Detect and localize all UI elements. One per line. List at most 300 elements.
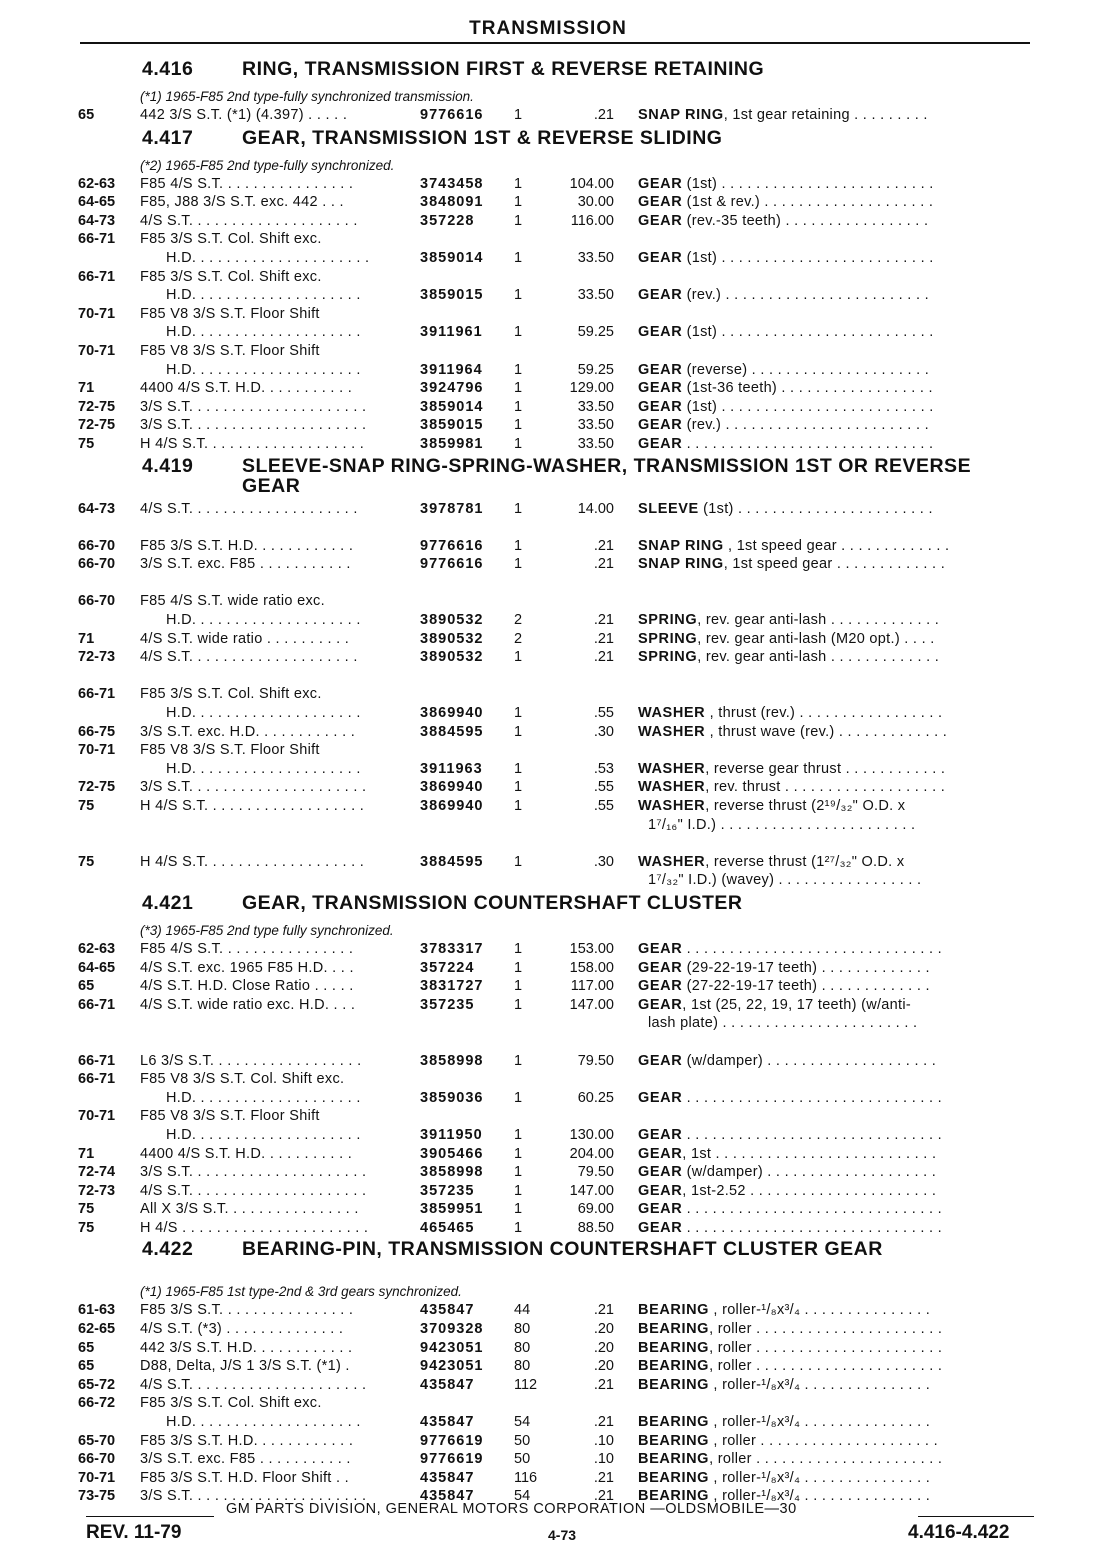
model-years: 66-70: [78, 593, 116, 610]
part-number: 435847: [420, 1469, 475, 1486]
description: [614, 1413, 998, 1432]
part-detail: (1st-36 teeth) . . . . . . . . . . . . . . . . . .: [682, 380, 933, 397]
application: 4/S S.T. . . . . . . . . . . . . . . . . . . . .: [140, 1182, 367, 1199]
table-row: [78, 1357, 1038, 1376]
table-row: [78, 537, 1038, 556]
quantity: 1: [514, 959, 523, 976]
part-number: 3859015: [420, 287, 484, 304]
application: F85 V8 3/S S.T. Floor Shift: [140, 342, 320, 359]
model-years: 61-63: [78, 1302, 116, 1319]
quantity: [508, 685, 544, 704]
footnote: (*3) 1965-F85 2nd type fully synchronized.: [140, 922, 394, 938]
part-detail: . . . . . . . . . . . . . . . . . . . . . . . . . . . . . .: [682, 1201, 943, 1218]
part-name: GEAR: [638, 940, 683, 957]
part-number: 3911950: [420, 1126, 483, 1143]
table-row: [78, 704, 1038, 723]
application: 3/S S.T. . . . . . . . . . . . . . . . . . . . .: [140, 1164, 367, 1181]
quantity: 80: [514, 1339, 531, 1356]
quantity: [508, 1107, 544, 1126]
quantity: 1: [514, 1145, 523, 1162]
part-number: [420, 268, 508, 287]
application: 3/S S.T. exc. H.D. . . . . . . . . . . .: [140, 723, 356, 740]
part-detail: , roller-¹/₈x³/₄ . . . . . . . . . . . . . . .: [709, 1488, 931, 1505]
part-number: 3924796: [420, 380, 484, 397]
table-row: [78, 630, 1038, 649]
part-number: 3911961: [420, 324, 483, 341]
part-name: BEARING: [638, 1414, 710, 1431]
part-number: [420, 741, 508, 760]
quantity: [508, 741, 544, 760]
table-row: [78, 1070, 1038, 1089]
application: H 4/S S.T. . . . . . . . . . . . . . . . . . .: [140, 853, 365, 870]
application: 4/S S.T. . . . . . . . . . . . . . . . . . . . .: [140, 1376, 367, 1393]
part-name: SPRING: [638, 630, 698, 647]
section-number: 4.419: [142, 454, 194, 477]
model-years: 65: [78, 978, 95, 995]
description: [614, 648, 998, 667]
description: [614, 500, 998, 519]
quantity: [508, 230, 544, 249]
price: 30.00: [577, 194, 614, 211]
part-name: GEAR: [638, 361, 683, 378]
table-row: [78, 323, 1038, 342]
model-years: 72-75: [78, 417, 116, 434]
price: .10: [593, 1451, 614, 1468]
application: 4/S S.T. . . . . . . . . . . . . . . . . . . .: [140, 212, 358, 229]
part-name: SPRING: [638, 612, 698, 629]
quantity: 1: [514, 978, 523, 995]
part-name: SNAP RING: [638, 107, 724, 123]
part-number: 357224: [420, 959, 475, 976]
table-row: [78, 723, 1038, 742]
description: [614, 1163, 998, 1182]
part-number: 3911963: [420, 760, 483, 777]
model-years: 70-71: [78, 1469, 116, 1486]
part-name: GEAR: [638, 1126, 683, 1143]
part-number: 3859014: [420, 398, 484, 415]
price: 33.50: [577, 417, 614, 434]
model-years: [78, 286, 140, 305]
description: [614, 685, 998, 704]
model-years: 62-63: [78, 940, 116, 957]
part-number: 357235: [420, 996, 475, 1013]
description: [614, 435, 998, 454]
part-name: BEARING: [638, 1488, 710, 1505]
part-number: [420, 342, 508, 361]
price: .30: [593, 723, 614, 740]
table-row-continuation: [78, 871, 1038, 890]
table-row: [78, 741, 1038, 760]
part-detail: , roller . . . . . . . . . . . . . . . . . . . . . .: [709, 1451, 943, 1468]
part-number: 9776619: [420, 1451, 484, 1468]
quantity: [508, 268, 544, 287]
model-years: 66-71: [78, 268, 116, 285]
model-years: [78, 1126, 140, 1145]
price: .21: [593, 1469, 614, 1486]
description: [614, 1219, 998, 1238]
part-detail: , roller-¹/₈x³/₄ . . . . . . . . . . . . . . .: [709, 1414, 931, 1431]
table-row: [78, 1394, 1038, 1413]
quantity: 80: [514, 1358, 531, 1375]
part-name: SNAP RING: [638, 556, 724, 573]
application: H 4/S . . . . . . . . . . . . . . . . . . . . . .: [140, 1219, 369, 1236]
table-row: [78, 555, 1038, 574]
application: F85 3/S S.T. Col. Shift exc.: [140, 231, 322, 248]
quantity: 80: [514, 1321, 531, 1338]
section-title: RING, TRANSMISSION FIRST & REVERSE RETAINING: [242, 58, 765, 80]
part-number: [420, 1107, 508, 1126]
application: L6 3/S S.T. . . . . . . . . . . . . . . . . .: [140, 1052, 362, 1069]
part-detail: (w/damper) . . . . . . . . . . . . . . . . . . . .: [682, 1164, 937, 1181]
model-years: 65: [78, 107, 95, 123]
part-number: 435847: [420, 1488, 475, 1505]
application: F85, J88 3/S S.T. exc. 442 . . .: [140, 194, 344, 211]
part-detail: , reverse gear thrust . . . . . . . . . . . .: [705, 760, 946, 777]
model-years: 72-75: [78, 779, 116, 796]
part-name: WASHER: [638, 798, 706, 814]
quantity: 1: [514, 212, 523, 229]
application: F85 V8 3/S S.T. Col. Shift exc.: [140, 1071, 345, 1088]
part-number: 9423051: [420, 1339, 484, 1356]
footer-rule-right: [918, 1516, 1034, 1517]
application: H.D. . . . . . . . . . . . . . . . . . . .: [140, 760, 361, 777]
part-detail: , roller-¹/₈x³/₄ . . . . . . . . . . . . . . .: [709, 1469, 931, 1486]
part-detail: . . . . . . . . . . . . . . . . . . . . . . . . . . . . . .: [682, 1126, 943, 1143]
table-row: [78, 361, 1038, 380]
application: 4/S S.T. H.D. Close Ratio . . . . .: [140, 978, 354, 995]
quantity: [508, 305, 544, 324]
application: F85 3/S S.T. H.D. Floor Shift . .: [140, 1469, 349, 1486]
description: [614, 741, 998, 760]
application: 3/S S.T. . . . . . . . . . . . . . . . . . . . .: [140, 779, 367, 796]
part-number: 435847: [420, 1414, 475, 1431]
model-years: 75: [78, 1201, 95, 1218]
price: [544, 592, 614, 611]
description: [614, 1450, 998, 1469]
price: .21: [593, 107, 614, 123]
part-detail: , reverse thrust (1²⁷/₃₂" O.D. x: [705, 853, 905, 870]
description: [614, 723, 998, 742]
description: [614, 1357, 998, 1376]
parts-catalog-body: [78, 56, 1038, 1506]
model-years: [78, 249, 140, 268]
part-name: BEARING: [638, 1469, 710, 1486]
quantity: 1: [514, 760, 523, 777]
quantity: 50: [514, 1432, 531, 1449]
model-years: 65: [78, 1358, 95, 1375]
description: [614, 1070, 998, 1089]
part-name: GEAR: [638, 1182, 683, 1199]
quantity: 2: [514, 630, 523, 647]
part-name: BEARING: [638, 1432, 710, 1449]
quantity: 1: [514, 798, 523, 814]
model-years: 62-65: [78, 1321, 116, 1338]
description: [614, 230, 998, 249]
section-heading: [78, 890, 1038, 922]
table-row: [78, 1200, 1038, 1219]
part-detail: , rev. gear anti-lash (M20 opt.) . . . .: [697, 630, 935, 647]
application: H 4/S S.T. . . . . . . . . . . . . . . . . . .: [140, 798, 365, 814]
part-name: GEAR: [638, 996, 683, 1013]
part-name: GEAR: [638, 1219, 683, 1236]
description: [614, 342, 998, 361]
part-detail: , 1st . . . . . . . . . . . . . . . . . . . . . . . . . .: [682, 1145, 937, 1162]
description: [614, 1432, 998, 1451]
application: F85 4/S S.T. . . . . . . . . . . . . . . .: [140, 940, 354, 957]
quantity: 1: [514, 1219, 523, 1236]
footnote: (*2) 1965-F85 2nd type-fully synchronized.: [140, 157, 395, 173]
description: [614, 940, 998, 959]
application: 4/S S.T. wide ratio . . . . . . . . . .: [140, 630, 350, 647]
quantity: 1: [514, 324, 523, 341]
quantity: 1: [514, 417, 523, 434]
part-number: 9776616: [420, 537, 484, 554]
price: 33.50: [577, 249, 614, 266]
quantity: 50: [514, 1451, 531, 1468]
description: [614, 398, 998, 417]
part-detail: , 1st (25, 22, 19, 17 teeth) (w/anti-: [682, 996, 912, 1013]
application: H.D. . . . . . . . . . . . . . . . . . . .: [140, 324, 361, 341]
part-name: WASHER: [638, 853, 706, 870]
table-row: [78, 379, 1038, 398]
part-number: 465465: [420, 1219, 475, 1236]
part-name: SPRING: [638, 649, 698, 666]
description: [614, 305, 998, 324]
part-number: 357228: [420, 212, 475, 229]
price: 204.00: [569, 1145, 614, 1162]
model-years: 70-71: [78, 305, 116, 322]
part-name: WASHER: [638, 723, 706, 740]
part-name: GEAR: [638, 435, 683, 452]
part-number: 3859014: [420, 249, 484, 266]
price: .55: [593, 798, 614, 814]
model-years: [78, 361, 140, 380]
application: 4400 4/S S.T. H.D. . . . . . . . . . .: [140, 1145, 353, 1162]
application: 4400 4/S S.T. H.D. . . . . . . . . . .: [140, 380, 353, 397]
price: 59.25: [577, 361, 614, 378]
model-years: 73-75: [78, 1488, 116, 1505]
table-row: [78, 1320, 1038, 1339]
price: 130.00: [569, 1126, 614, 1143]
part-number: 3890532: [420, 630, 484, 647]
part-detail: . . . . . . . . . . . . . . . . . . . . . . . . . . . . . .: [682, 1089, 943, 1106]
description: [614, 611, 998, 630]
quantity: 1: [514, 287, 523, 304]
description: [614, 1052, 998, 1071]
application: H.D. . . . . . . . . . . . . . . . . . . .: [140, 705, 361, 722]
part-number: 3869940: [420, 705, 484, 722]
quantity: 1: [514, 1164, 523, 1181]
table-row: [78, 996, 1038, 1015]
model-years: 65: [78, 1339, 95, 1356]
table-row: [78, 778, 1038, 797]
section-number: 4.417: [142, 126, 194, 149]
table-row: [78, 1182, 1038, 1201]
description: [614, 268, 998, 287]
description: [614, 1107, 998, 1126]
quantity: 1: [514, 723, 523, 740]
description: [614, 704, 998, 723]
model-years: 64-73: [78, 500, 116, 517]
price: 88.50: [577, 1219, 614, 1236]
quantity: 54: [514, 1414, 531, 1431]
quantity: [508, 1070, 544, 1089]
quantity: 1: [514, 175, 523, 192]
table-row: [78, 106, 1038, 125]
price: 147.00: [569, 996, 614, 1013]
part-number: 9776616: [420, 556, 484, 573]
price: 69.00: [577, 1201, 614, 1218]
part-detail: (1st) . . . . . . . . . . . . . . . . . . . . . . . . .: [682, 324, 934, 341]
part-number: 3869940: [420, 779, 484, 796]
price: 33.50: [577, 287, 614, 304]
model-years: 64-65: [78, 959, 116, 976]
section-title: GEAR, TRANSMISSION COUNTERSHAFT CLUSTER: [242, 891, 743, 914]
description: [614, 1200, 998, 1219]
part-name: GEAR: [638, 1164, 683, 1181]
application: F85 V8 3/S S.T. Floor Shift: [140, 305, 320, 322]
model-years: 64-65: [78, 194, 116, 211]
part-name: BEARING: [638, 1358, 710, 1375]
part-name: GEAR: [638, 398, 683, 415]
part-name: BEARING: [638, 1339, 710, 1356]
application: All X 3/S S.T. . . . . . . . . . . . . . . .: [140, 1201, 359, 1218]
model-years: [78, 1089, 140, 1108]
quantity: 44: [514, 1302, 531, 1319]
part-detail: (1st) . . . . . . . . . . . . . . . . . . . . . . .: [698, 500, 933, 517]
application: F85 3/S S.T. H.D. . . . . . . . . . . .: [140, 1432, 354, 1449]
part-detail: (1st) . . . . . . . . . . . . . . . . . . . . . . . . .: [682, 398, 934, 415]
model-years: 66-71: [78, 1052, 116, 1069]
table-row: [78, 268, 1038, 287]
quantity: 1: [514, 705, 523, 722]
description: [614, 1339, 998, 1358]
part-number: 3848091: [420, 194, 484, 211]
part-number: 435847: [420, 1376, 475, 1393]
part-detail: , roller . . . . . . . . . . . . . . . . . . . . . .: [709, 1339, 943, 1356]
description: [614, 959, 998, 978]
model-years: 75: [78, 853, 95, 870]
description: [614, 175, 998, 194]
table-row: [78, 1126, 1038, 1145]
part-detail: (rev.-35 teeth) . . . . . . . . . . . . . . . . .: [682, 212, 929, 229]
application: F85 V8 3/S S.T. Floor Shift: [140, 1108, 320, 1125]
part-name: WASHER: [638, 760, 706, 777]
table-row: [78, 1413, 1038, 1432]
model-years: 72-74: [78, 1164, 116, 1181]
application: 3/S S.T. exc. F85 . . . . . . . . . . .: [140, 556, 351, 573]
table-row: [78, 853, 1038, 872]
model-years: 72-73: [78, 649, 116, 666]
quantity: 1: [514, 779, 523, 796]
description-continued: lash plate) . . . . . . . . . . . . . . . . . . . . . . .: [648, 1015, 918, 1032]
model-years: 75: [78, 798, 95, 814]
price: .10: [593, 1432, 614, 1449]
description: [614, 1394, 998, 1413]
footer-credit: GM PARTS DIVISION, GENERAL MOTORS CORPORATION —OLDSMOBILE—30: [226, 1501, 797, 1517]
part-number: 3978781: [420, 500, 484, 517]
part-detail: , thrust (rev.) . . . . . . . . . . . . . . . . .: [705, 705, 943, 722]
section-range: 4.416-4.422: [908, 1522, 1010, 1543]
description: [614, 106, 998, 125]
application: 4/S S.T. . . . . . . . . . . . . . . . . . . .: [140, 500, 358, 517]
price: 33.50: [577, 398, 614, 415]
footnote: (*1) 1965-F85 2nd type-fully synchronized transmission.: [140, 89, 474, 104]
quantity: 1: [514, 361, 523, 378]
application: 3/S S.T. . . . . . . . . . . . . . . . . . . . .: [140, 1488, 367, 1505]
part-name: GEAR: [638, 175, 683, 192]
quantity: 1: [514, 1089, 523, 1106]
part-name: GEAR: [638, 324, 683, 341]
model-years: [78, 760, 140, 779]
table-row: [78, 398, 1038, 417]
part-name: WASHER: [638, 779, 706, 796]
table-row: [78, 592, 1038, 611]
quantity: 1: [514, 1201, 523, 1218]
table-row: [78, 760, 1038, 779]
quantity: [508, 592, 544, 611]
price: [544, 342, 614, 361]
price: 158.00: [569, 959, 614, 976]
table-row: [78, 435, 1038, 454]
part-detail: , rev. gear anti-lash . . . . . . . . . . . . .: [697, 649, 940, 666]
description: [614, 323, 998, 342]
price: 14.00: [577, 500, 614, 517]
table-row: [78, 1469, 1038, 1488]
part-name: GEAR: [638, 1052, 683, 1069]
part-name: GEAR: [638, 249, 683, 266]
part-detail: , roller-¹/₈x³/₄ . . . . . . . . . . . . . . .: [709, 1302, 931, 1319]
description: [614, 1320, 998, 1339]
part-number: 9776616: [420, 107, 484, 123]
section-number: 4.422: [142, 1238, 194, 1261]
price: .21: [593, 649, 614, 666]
part-detail: (1st & rev.) . . . . . . . . . . . . . . . . . . . .: [682, 194, 934, 211]
model-years: 72-75: [78, 398, 116, 415]
description: [614, 760, 998, 779]
price: 147.00: [569, 1182, 614, 1199]
model-years: 62-63: [78, 175, 116, 192]
quantity: 1: [514, 107, 523, 123]
quantity: 1: [514, 380, 523, 397]
application: H.D. . . . . . . . . . . . . . . . . . . .: [140, 612, 361, 629]
price: 79.50: [577, 1164, 614, 1181]
quantity: 1: [514, 940, 523, 957]
application: F85 3/S S.T. H.D. . . . . . . . . . . .: [140, 537, 354, 554]
model-years: 75: [78, 1219, 95, 1236]
application: H.D. . . . . . . . . . . . . . . . . . . .: [140, 1126, 361, 1143]
quantity: 1: [514, 500, 523, 517]
application: H 4/S S.T. . . . . . . . . . . . . . . . . . .: [140, 435, 365, 452]
quantity: 1: [514, 1126, 523, 1143]
model-years: 70-71: [78, 742, 116, 759]
table-row: [78, 611, 1038, 630]
part-number: 357235: [420, 1182, 475, 1199]
part-name: BEARING: [638, 1451, 710, 1468]
model-years: 64-73: [78, 212, 116, 229]
description: [614, 853, 998, 872]
model-years: 75: [78, 435, 95, 452]
part-number: 3905466: [420, 1145, 484, 1162]
application: 3/S S.T. . . . . . . . . . . . . . . . . . . . .: [140, 398, 367, 415]
part-number: 3859036: [420, 1089, 484, 1106]
part-detail: , 1st-2.52 . . . . . . . . . . . . . . . . . . . . . .: [682, 1182, 937, 1199]
part-detail: (reverse) . . . . . . . . . . . . . . . . . . . . .: [682, 361, 930, 378]
part-name: GEAR: [638, 959, 683, 976]
application: F85 3/S S.T. . . . . . . . . . . . . . . .: [140, 1302, 354, 1319]
price: .21: [593, 630, 614, 647]
table-row: [78, 286, 1038, 305]
